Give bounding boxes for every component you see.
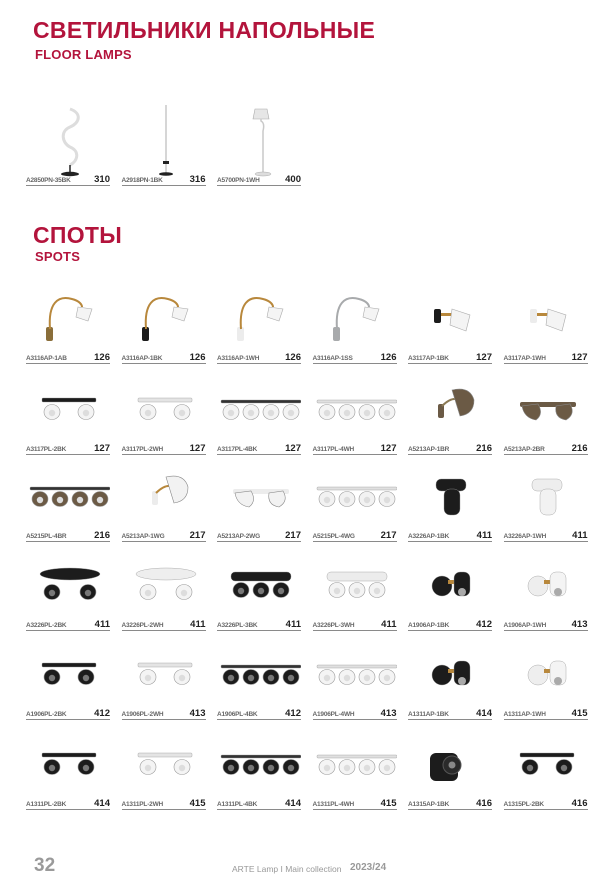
divider [504, 541, 588, 542]
product-article: A3116AP-1WH [217, 355, 260, 362]
round-base-wall-spot-icon [504, 546, 588, 624]
product-page: 413 [189, 708, 206, 719]
flexible-arm-wall-light-icon [217, 279, 301, 357]
product-page: 217 [189, 530, 206, 541]
product-cell[interactable] [313, 370, 397, 455]
product-article: A3117PL-4WH [312, 446, 355, 453]
product-page: 126 [380, 352, 397, 363]
product-page: 411 [381, 619, 397, 630]
product-article: A1311PL-2WH [121, 801, 164, 808]
product-cell[interactable] [504, 457, 588, 542]
vintage-double-spot-icon [504, 370, 588, 448]
divider [408, 719, 492, 720]
divider [313, 809, 397, 810]
product-article: A3117AP-1WH [503, 355, 546, 362]
product-page: 127 [189, 443, 206, 454]
floor-title-en: FLOOR LAMPS [35, 47, 132, 62]
divider [217, 541, 301, 542]
quad-bar-spot-icon [313, 370, 397, 448]
divider [217, 363, 301, 364]
product-cell[interactable] [122, 635, 206, 720]
double-bar-spot-icon [26, 370, 110, 448]
product-article: A5215PL-4BR [26, 533, 67, 540]
product-article: A3226PL-3WH [312, 622, 355, 629]
product-cell[interactable] [408, 635, 492, 720]
product-article: A1311PL-4WH [312, 801, 355, 808]
product-cell[interactable] [504, 279, 588, 364]
divider [26, 454, 110, 455]
product-page: 414 [94, 798, 110, 809]
product-cell[interactable] [217, 101, 301, 186]
divider [313, 719, 397, 720]
quad-bar-spot-icon [217, 370, 301, 448]
product-cell[interactable] [217, 725, 301, 810]
product-cell[interactable] [408, 457, 492, 542]
round-base-wall-spot-icon [408, 635, 492, 713]
divider [504, 809, 588, 810]
product-page: 412 [285, 708, 301, 719]
product-page: 413 [380, 708, 397, 719]
divider [217, 454, 301, 455]
product-cell[interactable] [122, 370, 206, 455]
product-article: A3226PL-2BK [26, 622, 67, 629]
product-article: A1311AP-1WH [503, 711, 546, 718]
product-cell[interactable] [313, 279, 397, 364]
spots-title-en: SPOTS [35, 249, 81, 264]
flexible-arm-wall-light-icon [26, 279, 110, 357]
product-article: A1311PL-2BK [26, 801, 67, 808]
divider [26, 185, 110, 186]
product-article: A3117PL-4BK [217, 446, 258, 453]
divider [122, 719, 206, 720]
product-article: A1906PL-4BK [217, 711, 258, 718]
product-cell[interactable] [217, 546, 301, 631]
page-number: 32 [34, 855, 56, 876]
product-page: 127 [285, 443, 301, 454]
divider [122, 809, 206, 810]
single-wall-spot-icon [504, 279, 588, 357]
divider [313, 363, 397, 364]
product-article: A3226AP-1WH [503, 533, 547, 540]
product-article: A3117AP-1BK [408, 355, 449, 362]
product-article: A3116AP-1AB [26, 355, 67, 362]
divider [26, 809, 110, 810]
quad-bar-spot-icon [26, 457, 110, 535]
divider [408, 541, 492, 542]
product-cell[interactable] [26, 101, 110, 186]
product-article: A3117PL-2BK [26, 446, 67, 453]
product-page: 126 [94, 352, 110, 363]
product-page: 217 [285, 530, 301, 541]
product-cell[interactable] [504, 635, 588, 720]
product-article: A3116AP-1SS [312, 355, 353, 362]
product-article: A1906PL-2BK [26, 711, 67, 718]
quad-bar-spot-icon [313, 725, 397, 803]
square-base-wall-spot-icon [408, 725, 492, 803]
product-article: A1906AP-1WH [503, 622, 547, 629]
product-cell[interactable] [217, 279, 301, 364]
product-cell[interactable] [26, 279, 110, 364]
divider [408, 363, 492, 364]
product-page: 415 [380, 798, 397, 809]
product-cell[interactable] [313, 635, 397, 720]
product-cell[interactable] [408, 279, 492, 364]
product-article: A1906PL-4WH [312, 711, 355, 718]
quad-bar-spot-icon [313, 457, 397, 535]
product-article: A1315AP-1BK [408, 801, 450, 808]
divider [217, 719, 301, 720]
product-cell[interactable] [26, 635, 110, 720]
arc-shade-floor-lamp-icon [217, 101, 301, 179]
quad-bar-spot-icon [313, 635, 397, 713]
product-cell[interactable] [26, 457, 110, 542]
product-cell[interactable] [408, 370, 492, 455]
oval-base-double-spot-icon [26, 546, 110, 624]
product-cell[interactable] [122, 279, 206, 364]
product-article: A5213AP-2WG [217, 533, 260, 540]
flexible-arm-wall-light-icon [313, 279, 397, 357]
product-article: A2850PN-35BK [26, 177, 71, 184]
product-cell[interactable] [26, 725, 110, 810]
product-page: 127 [571, 352, 588, 363]
vintage-double-spot-icon [217, 457, 301, 535]
triple-bar-spot-icon [217, 546, 301, 624]
product-page: 413 [571, 619, 588, 630]
divider [504, 363, 588, 364]
product-article: A5213AP-1WG [121, 533, 165, 540]
divider [122, 454, 206, 455]
product-article: A1311PL-4BK [217, 801, 258, 808]
product-page: 217 [380, 530, 397, 541]
double-bar-spot-icon [122, 725, 206, 803]
product-cell[interactable] [313, 725, 397, 810]
product-page: 216 [94, 530, 110, 541]
single-wall-spot-icon [408, 279, 492, 357]
product-cell[interactable] [26, 370, 110, 455]
product-page: 126 [285, 352, 301, 363]
product-article: A3117PL-2WH [121, 446, 164, 453]
product-page: 412 [476, 619, 492, 630]
product-page: 127 [94, 443, 110, 454]
divider [26, 363, 110, 364]
product-cell[interactable] [122, 457, 206, 542]
product-article: A3226PL-3BK [217, 622, 258, 629]
product-page: 416 [476, 798, 492, 809]
triple-bar-spot-icon [313, 546, 397, 624]
spots-title-ru: СПОТЫ [33, 222, 123, 248]
product-cell[interactable] [122, 546, 206, 631]
product-cell[interactable] [217, 370, 301, 455]
divider [122, 541, 206, 542]
product-page: 416 [571, 798, 588, 809]
vintage-wall-spot-icon [408, 370, 492, 448]
product-page: 411 [476, 530, 492, 541]
divider [408, 809, 492, 810]
divider [313, 630, 397, 631]
divider [313, 454, 397, 455]
footer-collection: ARTE Lamp I Main collection [232, 864, 342, 874]
footer-year: 2023/24 [350, 862, 387, 873]
product-article: A2918PN-1BK [121, 177, 163, 184]
product-cell[interactable] [504, 546, 588, 631]
slim-pole-floor-lamp-icon [122, 101, 206, 179]
double-bar-spot-icon [122, 370, 206, 448]
product-page: 216 [571, 443, 588, 454]
product-article: A3226PL-2WH [121, 622, 164, 629]
product-article: A1315PL-2BK [503, 801, 544, 808]
divider [122, 630, 206, 631]
product-cell[interactable] [122, 101, 206, 186]
cylinder-wall-spot-icon [408, 457, 492, 535]
product-page: 400 [285, 174, 301, 185]
product-article: A5213AP-2BR [503, 446, 545, 453]
product-cell[interactable] [504, 725, 588, 810]
vintage-wall-spot-icon [122, 457, 206, 535]
product-page: 316 [189, 174, 206, 185]
product-page: 310 [94, 174, 110, 185]
product-page: 411 [94, 619, 110, 630]
divider [217, 809, 301, 810]
divider [313, 541, 397, 542]
divider [217, 185, 301, 186]
flexible-arm-wall-light-icon [122, 279, 206, 357]
oval-base-double-spot-icon [122, 546, 206, 624]
cylinder-wall-spot-icon [504, 457, 588, 535]
product-cell[interactable] [504, 370, 588, 455]
product-article: A1311AP-1BK [408, 711, 449, 718]
product-page: 415 [571, 708, 588, 719]
product-cell[interactable] [408, 546, 492, 631]
product-cell[interactable] [408, 725, 492, 810]
product-page: 414 [285, 798, 301, 809]
divider [408, 630, 492, 631]
product-page: 415 [189, 798, 206, 809]
product-cell[interactable] [122, 725, 206, 810]
round-base-wall-spot-icon [408, 546, 492, 624]
product-page: 127 [476, 352, 492, 363]
product-article: A1906PL-2WH [121, 711, 164, 718]
divider [504, 719, 588, 720]
double-bar-spot-icon [122, 635, 206, 713]
product-page: 412 [94, 708, 110, 719]
divider [26, 630, 110, 631]
product-cell[interactable] [217, 635, 301, 720]
product-cell[interactable] [313, 546, 397, 631]
product-page: 411 [572, 530, 588, 541]
product-article: A5213AP-1BR [408, 446, 450, 453]
double-bar-spot-icon [504, 725, 588, 803]
divider [504, 454, 588, 455]
product-article: A1906AP-1BK [408, 622, 450, 629]
round-base-wall-spot-icon [504, 635, 588, 713]
divider [122, 363, 206, 364]
product-article: A3226AP-1BK [408, 533, 450, 540]
product-cell[interactable] [26, 546, 110, 631]
led-spiral-floor-lamp-icon [26, 101, 110, 179]
divider [26, 719, 110, 720]
product-cell[interactable] [313, 457, 397, 542]
divider [408, 454, 492, 455]
product-page: 126 [189, 352, 206, 363]
product-article: A5215PL-4WG [312, 533, 355, 540]
product-page: 127 [380, 443, 397, 454]
divider [122, 185, 206, 186]
product-page: 411 [285, 619, 301, 630]
quad-bar-spot-icon [217, 635, 301, 713]
product-article: A3116AP-1BK [121, 355, 163, 362]
product-page: 414 [476, 708, 492, 719]
product-page: 216 [476, 443, 492, 454]
product-page: 411 [190, 619, 206, 630]
double-bar-spot-icon [26, 725, 110, 803]
divider [504, 630, 588, 631]
divider [217, 630, 301, 631]
floor-title-ru: СВЕТИЛЬНИКИ НАПОЛЬНЫЕ [33, 17, 376, 43]
quad-bar-spot-icon [217, 725, 301, 803]
divider [26, 541, 110, 542]
product-cell[interactable] [217, 457, 301, 542]
product-article: A5700PN-1WH [217, 177, 260, 184]
double-bar-spot-icon [26, 635, 110, 713]
